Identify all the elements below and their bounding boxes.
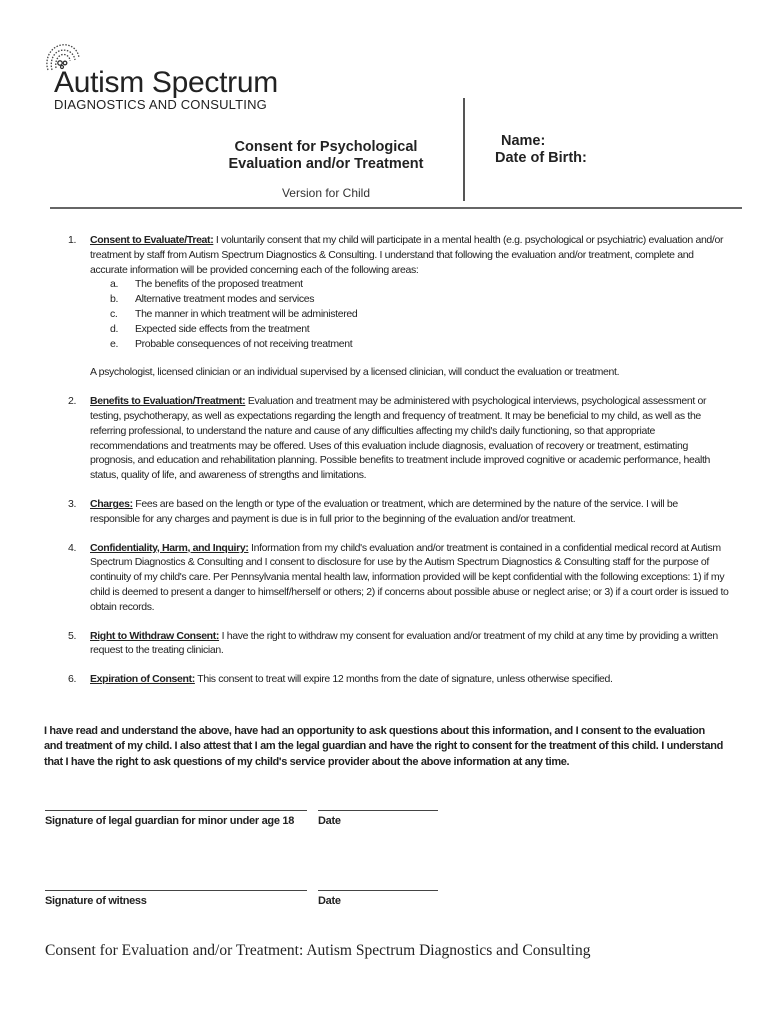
form-title-line2: Evaluation and/or Treatment xyxy=(228,156,424,172)
name-label: Name: xyxy=(501,133,546,149)
guardian-date-label: Date xyxy=(318,815,341,827)
witness-date-line[interactable] xyxy=(318,890,438,891)
item-heading: Benefits to Evaluation/Treatment: xyxy=(90,395,246,408)
item-heading: Confidentiality, Harm, and Inquiry: xyxy=(90,541,249,554)
item-text: Fees are based on the length or type of the evaluation or treatment, which are determined by the nature of the service. I will be responsible for any charges and payment is due is in full prior to the beginning of the evaluation and/or treatment. xyxy=(90,497,678,525)
sub-item xyxy=(110,292,730,307)
sub-item-letter: a. xyxy=(110,278,119,291)
item-number: 5. xyxy=(68,629,77,642)
sub-item-text: Alternative treatment modes and services xyxy=(135,293,315,306)
guardian-date-line[interactable] xyxy=(318,810,438,811)
item-number: 4. xyxy=(68,541,77,554)
witness-date-label: Date xyxy=(318,895,341,907)
consent-item xyxy=(58,394,730,483)
item-number: 2. xyxy=(68,395,77,408)
item-number: 1. xyxy=(68,234,77,246)
item-text: This consent to treat will expire 12 months from the date of signature, unless otherwise specified. xyxy=(194,673,613,686)
company-logo xyxy=(42,40,282,120)
sub-item-text: Expected side effects from the treatment xyxy=(135,322,310,335)
consent-item xyxy=(58,672,730,687)
sub-item-letter: d. xyxy=(110,322,119,335)
witness-signature-label: Signature of witness xyxy=(45,895,147,907)
consent-items xyxy=(58,233,730,687)
patient-info-block xyxy=(495,133,587,167)
sub-item-text: The benefits of the proposed treatment xyxy=(135,278,303,291)
sub-item-text: Probable consequences of not receiving treatment xyxy=(135,337,353,350)
logo-subtitle: DIAGNOSTICS AND CONSULTING xyxy=(54,97,267,112)
consent-item xyxy=(58,233,730,380)
header-divider-horizontal xyxy=(50,207,742,209)
sub-item-letter: e. xyxy=(110,337,119,350)
item-text: Evaluation and treatment may be administered with psychological interviews, psychological assessment or testing, psychotherapy, as well as expectations regarding the length and frequency of treatment. It may be beneficial to my child, as well as the referring professional, to understand the nature and cause of any difficulties affecting my child's daily functioning, so that appropriate recommendations and treatments may be offered. Uses of this evaluation include diagnosis, evaluation of recovery or treatment, estimating prognosis, and education and rehabilitation planning. Possible benefits to treatment include improved cognitive or academic performance, health status, quality of life, and awareness of strengths and limitations. xyxy=(90,395,711,482)
logo-name: Autism Spectrum xyxy=(54,66,278,99)
sub-item xyxy=(110,307,730,322)
item-number: 6. xyxy=(68,673,77,686)
item-heading: Charges: xyxy=(90,497,133,510)
item-note: A psychologist, licensed clinician or an individual supervised by a licensed clinician, will conduct the evaluation or treatment. xyxy=(90,366,620,379)
item-heading: Consent to Evaluate/Treat: xyxy=(90,234,214,246)
item-heading: Expiration of Consent: xyxy=(90,673,195,686)
consent-item xyxy=(58,541,730,615)
item-text: Information from my child's evaluation and/or treatment is contained in a confidential medical record at Autism Spectrum Diagnostics & Consulting and I consent to disclosure for use by the Autism Spectrum Diagnostics & Consulting staff for the purpose of continuity of my child's care. Per Pennsylvania mental health law, information provided will be kept confidential with the following exceptions: 1) if my child is deemed to present a danger to himself/herself or others; 2) if concerns about possible abuse or neglect arise; or 3) if a court order is issued to obtain records. xyxy=(90,541,729,613)
form-title xyxy=(190,139,462,173)
header-divider-vertical xyxy=(463,98,465,201)
sub-item-letter: c. xyxy=(110,307,118,320)
sub-item xyxy=(110,322,730,337)
sub-item xyxy=(110,337,730,352)
form-version: Version for Child xyxy=(281,186,371,200)
page-footer: Consent for Evaluation and/or Treatment: Autism Spectrum Diagnostics and Consulting xyxy=(45,942,591,959)
witness-signature-line[interactable] xyxy=(45,890,307,891)
item-number: 3. xyxy=(68,497,77,510)
consent-item xyxy=(58,629,730,659)
guardian-signature-label: Signature of legal guardian for minor under age 18 xyxy=(45,815,295,827)
guardian-signature-line[interactable] xyxy=(45,810,307,811)
sub-item-text: The manner in which treatment will be administered xyxy=(135,307,358,320)
sub-item-letter: b. xyxy=(110,293,119,306)
sub-list xyxy=(90,277,730,351)
acknowledgement-statement: I have read and understand the above, have had an opportunity to ask questions about this information, and I consent to the evaluation and treatment of my child. I also attest that I am the legal guardian and have the right to consent for the treatment of this child. I understand that I have the right to ask questions of my child's service provider about the above information at any time. xyxy=(44,725,724,768)
consent-item xyxy=(58,497,730,527)
sub-item xyxy=(110,277,730,292)
item-text: I voluntarily consent that my child will participate in a mental health (e.g. psychological or psychiatric) evaluation and/or treatment by staff from Autism Spectrum Diagnostics & Consulting. I understand that following the evaluation and/or treatment, complete and accurate information will be provided concerning each of the following areas: xyxy=(90,234,724,276)
item-text: I have the right to withdraw my consent for evaluation and/or treatment of my child at any time by providing a written request to the treating clinician. xyxy=(90,629,718,657)
item-heading: Right to Withdraw Consent: xyxy=(90,629,220,642)
dob-label: Date of Birth: xyxy=(495,150,587,166)
form-title-line1: Consent for Psychological xyxy=(234,139,418,155)
